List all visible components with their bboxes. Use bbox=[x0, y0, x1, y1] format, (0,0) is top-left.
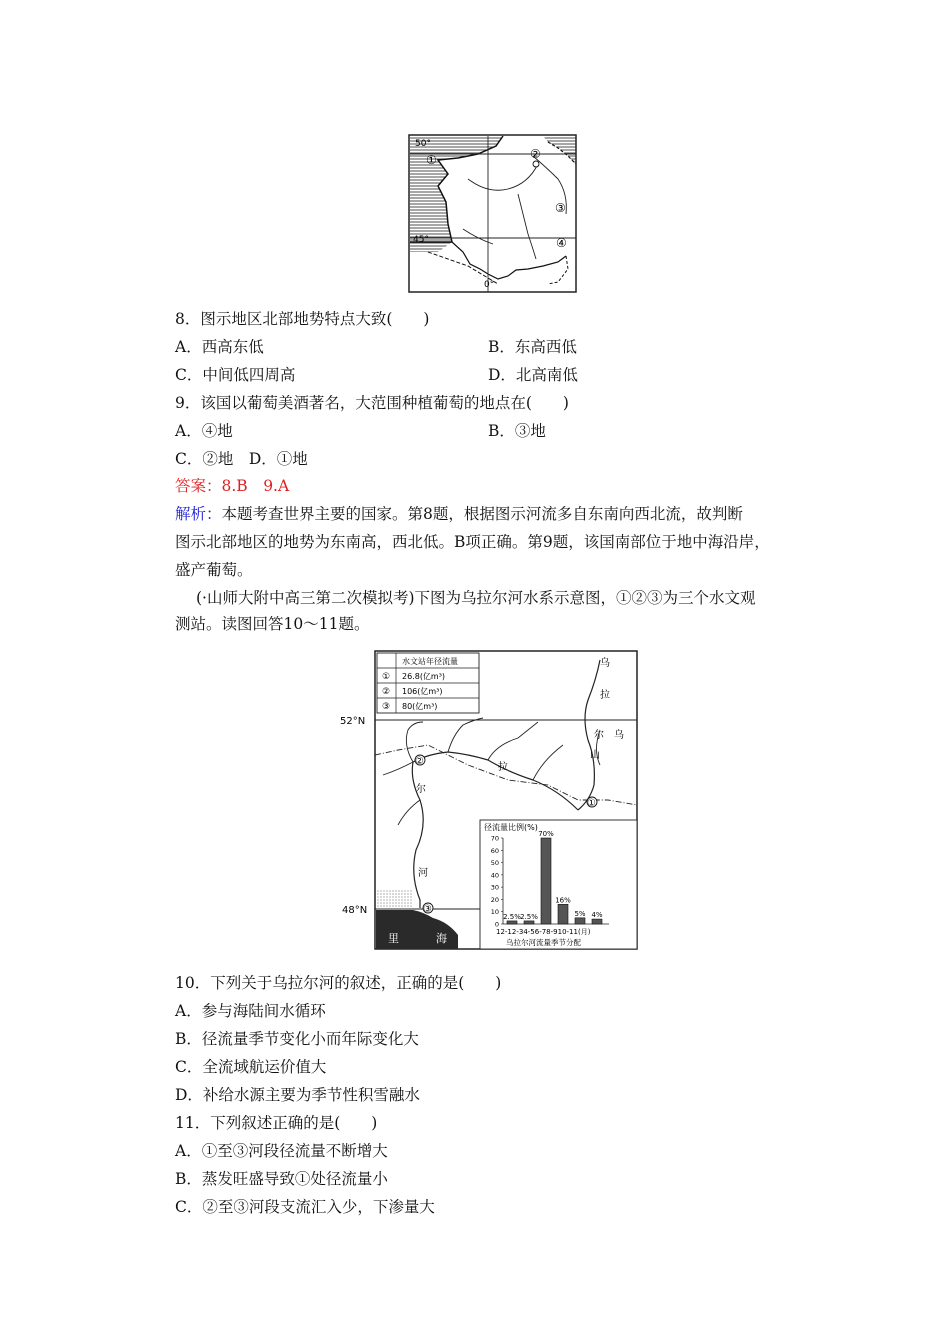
chart-bar-5 bbox=[592, 919, 602, 924]
intro-line-2: 测站。读图回答10～11题。 bbox=[175, 615, 370, 633]
chart-bar-0 bbox=[507, 921, 517, 924]
q10-stem: 10．下列关于乌拉尔河的叙述，正确的是( ) bbox=[175, 974, 502, 992]
map2-station-3: ③ bbox=[423, 904, 432, 915]
ural-river-char-3: 尔 bbox=[594, 730, 604, 741]
chart-xticks: 12-12-34-56-78-910-11(月) bbox=[496, 928, 591, 936]
map2-station-2: ② bbox=[415, 756, 424, 767]
chart-title: 乌拉尔河流量季节分配 bbox=[506, 938, 581, 947]
q9-stem: 9．该国以葡萄美酒著名，大范围种植葡萄的地点在( ) bbox=[175, 394, 569, 412]
chart-y-tick-label: 30 bbox=[490, 883, 499, 892]
chart-bar-label-1: 2.5% bbox=[520, 912, 538, 921]
ural-mountain-char-1: 乌 bbox=[614, 730, 624, 741]
chart-bar-3 bbox=[558, 904, 568, 924]
lon-0-label: 0° bbox=[484, 280, 495, 290]
q11-option-c: C．②至③河段支流汇入少，下渗量大 bbox=[175, 1198, 435, 1216]
chart-ylabel: 径流量比例(%) bbox=[484, 823, 538, 832]
q9-option-cd: C．②地 D．①地 bbox=[175, 450, 308, 468]
chart-bar-label-4: 5% bbox=[574, 909, 586, 918]
france-map bbox=[408, 134, 578, 294]
q8-stem: 8．图示地区北部地势特点大致( ) bbox=[175, 310, 430, 328]
q11-option-b: B．蒸发旺盛导致①处径流量小 bbox=[175, 1170, 388, 1188]
explanation-line-3: 盛产葡萄。 bbox=[175, 561, 253, 579]
ural-river-char-1: 乌 bbox=[600, 658, 610, 669]
chart-bar-2 bbox=[541, 838, 551, 924]
answer-text: 8.B 9.A bbox=[221, 477, 290, 495]
marker-2: ② bbox=[530, 147, 541, 161]
answer-line bbox=[175, 476, 289, 496]
station-1-value: 26.8(亿m³) bbox=[402, 672, 446, 681]
q8-option-d: D．北高南低 bbox=[488, 366, 578, 384]
station-table-header: 水文站年径流量 bbox=[402, 657, 458, 666]
sea-char-1: 里 bbox=[388, 932, 399, 945]
chart-y-tick-label: 50 bbox=[490, 859, 499, 868]
explanation-label: 解析： bbox=[175, 505, 222, 523]
explanation-text-1: 本题考查世界主要的国家。第8题，根据图示河流多自东南向西北流，故判断 bbox=[221, 505, 743, 523]
chart-y-tick-label: 20 bbox=[490, 895, 499, 904]
intro-line-1: (·山师大附中高三第二次模拟考)下图为乌拉尔河水系示意图，①②③为三个水文观 bbox=[196, 589, 756, 607]
chart-bar-4 bbox=[575, 918, 585, 924]
q10-option-c: C．全流域航运价值大 bbox=[175, 1058, 327, 1076]
station-2-id: ② bbox=[382, 687, 391, 697]
explanation-line-2: 图示北部地区的地势为东南高，西北低。B项正确。第9题，该国南部位于地中海沿岸， bbox=[175, 533, 770, 551]
q8-option-a: A．西高东低 bbox=[175, 338, 264, 356]
station-3-id: ③ bbox=[382, 702, 391, 712]
chart-bar-label-0: 2.5% bbox=[503, 912, 521, 921]
runoff-chart bbox=[480, 820, 637, 949]
ural-mountain-char-2: 山 bbox=[590, 750, 600, 761]
chart-y-tick-label: 70 bbox=[490, 834, 499, 843]
q9-option-b: B．③地 bbox=[488, 422, 546, 440]
station-1-id: ① bbox=[382, 672, 391, 682]
q11-stem: 11．下列叙述正确的是( ) bbox=[175, 1114, 378, 1132]
chart-bar-1 bbox=[524, 921, 534, 924]
q8-option-b: B．东高西低 bbox=[488, 338, 577, 356]
q8-option-c: C．中间低四周高 bbox=[175, 366, 296, 384]
main-river-char-2: 尔 bbox=[416, 784, 426, 795]
chart-y-tick-label: 10 bbox=[490, 908, 499, 917]
lat-45-label: 45° bbox=[413, 235, 429, 245]
station-3-value: 80(亿m³) bbox=[402, 702, 438, 711]
ural-map bbox=[338, 650, 640, 952]
answer-label: 答案： bbox=[175, 477, 222, 495]
ural-river-char-2: 拉 bbox=[600, 690, 610, 701]
lat-52-label: 52°N bbox=[340, 716, 366, 727]
q10-option-a: A．参与海陆间水循环 bbox=[175, 1002, 326, 1020]
q11-option-a: A．①至③河段径流量不断增大 bbox=[175, 1142, 388, 1160]
main-river-char-3: 河 bbox=[418, 868, 428, 879]
chart-y-tick-label: 40 bbox=[490, 871, 499, 880]
chart-bar-label-5: 4% bbox=[591, 911, 603, 920]
chart-bar-label-2: 70% bbox=[538, 830, 554, 838]
map2-station-1: ① bbox=[587, 798, 596, 809]
marker-3: ③ bbox=[555, 201, 566, 215]
q10-option-d: D．补给水源主要为季节性积雪融水 bbox=[175, 1086, 420, 1104]
q10-option-b: B．径流量季节变化小而年际变化大 bbox=[175, 1030, 419, 1048]
station-2-value: 106(亿m³) bbox=[402, 687, 443, 696]
chart-y-tick-label: 60 bbox=[490, 846, 499, 855]
lat-50-label: 50° bbox=[415, 139, 431, 149]
chart-y-tick-label: 0 bbox=[494, 920, 499, 929]
chart-bar-label-3: 16% bbox=[555, 896, 571, 905]
lat-48-label: 48°N bbox=[342, 905, 368, 916]
marker-1: ① bbox=[426, 153, 437, 167]
sea-char-2: 海 bbox=[436, 932, 447, 945]
marker-4: ④ bbox=[556, 236, 567, 250]
main-river-char-1: 拉 bbox=[498, 762, 508, 773]
explanation-line-1 bbox=[175, 504, 743, 524]
q9-option-a: A．④地 bbox=[175, 422, 233, 440]
